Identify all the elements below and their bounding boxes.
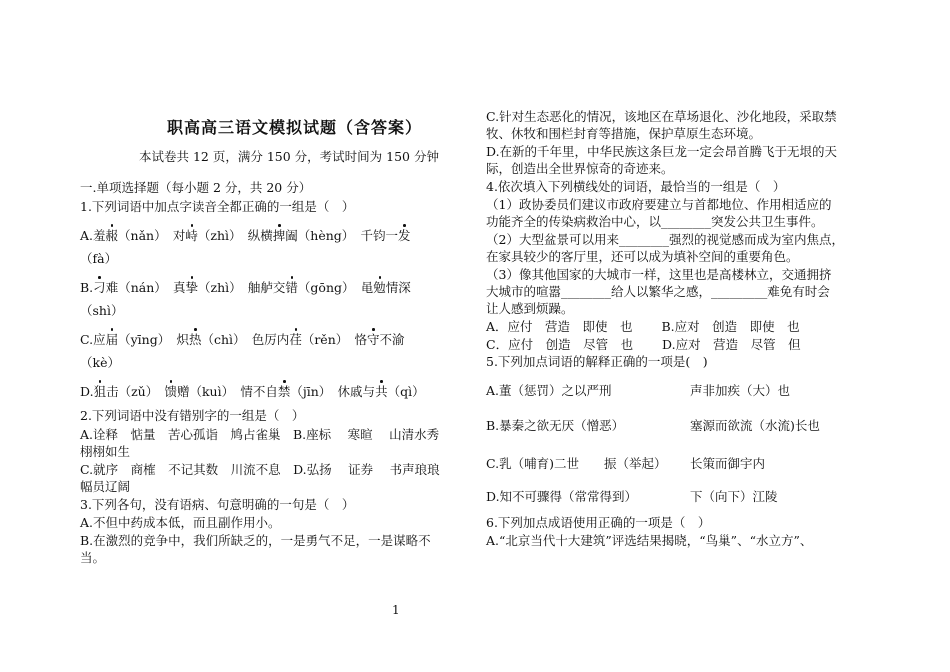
q2-options-cd-cont: 幅员辽阔: [80, 479, 131, 494]
q4-sentence-3-end: 让人感到烦躁。: [486, 301, 574, 316]
q4-options-ab: A．应付 营造 即使 也 B.应对 创造 即使 也: [486, 319, 800, 334]
q3-option-c-cont: 牧、休牧和围栏封育等措施，保护草原生态环境。: [486, 126, 762, 141]
q1-option-a-cont: （fà）: [80, 251, 118, 266]
q3-option-b-cont: 当。: [80, 550, 106, 565]
q5-option-c-left: C.乳（哺育)二世 振（举起）: [486, 456, 667, 471]
q5-option-d-right: 下（向下）江陵: [690, 489, 778, 504]
q3-stem: 3.下列各句，没有语病、句意明确的一句是（ ）: [80, 497, 355, 512]
q1-option-b-cont: （shì）: [80, 303, 124, 318]
q4-stem: 4.依次填入下列横线处的词语，最恰当的一组是（ ）: [486, 179, 786, 194]
q5-option-b-right: 塞源而欲流（水流)长也: [690, 418, 820, 433]
q5-option-a-right: 声非加疾（大）也: [690, 383, 791, 398]
q6-stem: 6.下列加点成语使用正确的一项是（ ）: [486, 515, 711, 530]
q1-option-d: D.狙击（zǔ） 馈赠（kuì） 情不自禁（jīn） 休戚与共（qì）: [80, 384, 425, 399]
q1-option-c: C.应届（yīng） 炽热（chì） 色厉内荏（rěn） 恪守不渝: [80, 332, 405, 347]
q1-option-b: B.刁难（nán） 真挚（zhì） 舳舻交错（gōng） 黾勉情深: [80, 280, 411, 295]
exam-info: 本试卷共 12 页，满分 150 分，考试时间为 150 分钟: [139, 149, 439, 164]
page-number: 1: [392, 603, 400, 617]
q4-sentence-3: （3）像其他国家的大城市一样，这里也是高楼林立，交通拥挤: [486, 267, 832, 282]
q4-sentence-2: （2）大型盆景可以用来________强烈的视觉感而成为室内焦点，: [486, 232, 844, 247]
q5-option-d-left: D.知不可骤得（常常得到）: [486, 489, 638, 504]
q5-option-c-right: 长策而御宇内: [690, 456, 766, 471]
q1-stem: 1.下列词语中加点字读音全都正确的一组是（ ）: [80, 199, 355, 214]
q2-options-ab: A.诠释 惦量 苦心孤诣 鸠占雀巢 B.座标 寒暄 山清水秀: [80, 427, 440, 442]
q3-option-a: A.不但中药成本低，而且副作用小。: [80, 515, 281, 530]
q4-sentence-1: （1）政协委员们建议市政府要建立与首都地位、作用相适应的: [486, 197, 832, 212]
q3-option-d-cont: 际，创造出全世界惊奇的奇迹来。: [486, 161, 674, 176]
q2-stem: 2.下列词语中没有错别字的一组是（ ）: [80, 408, 305, 423]
q3-option-b: B.在激烈的竞争中，我们所缺乏的，一是勇气不足，一是谋略不: [80, 533, 431, 548]
q5-stem: 5.下列加点词语的解释正确的一项是( ): [486, 354, 708, 369]
q3-option-d: D.在新的千年里，中华民族这条巨龙一定会昂首腾飞于无垠的天: [486, 144, 838, 159]
q6-option-a: A.“北京当代十大建筑”评选结果揭晓，“鸟巢”、“水立方”、: [486, 533, 813, 548]
q5-option-a-left: A.董（惩罚）之以严刑: [486, 383, 612, 398]
q3-option-c: C.针对生态恶化的情况，该地区在草场退化、沙化地段，采取禁: [486, 109, 837, 124]
q2-options-cd: C.就序 商榷 不记其数 川流不息 D.弘扬 证券 书声琅琅: [80, 462, 440, 477]
section-heading: 一.单项选择题（每小题 2 分，共 20 分）: [80, 180, 312, 195]
q4-sentence-2-cont: 在家具较少的客厅里，还可以成为填补空间的重要角色。: [486, 249, 799, 264]
q1-option-c-cont: （kè）: [80, 355, 120, 370]
q4-sentence-1-cont: 功能齐全的传染病救治中心，以________突发公共卫生事件。: [486, 214, 824, 229]
page-title: 职高高三语文模拟试题（含答案）: [167, 118, 423, 137]
q1-option-a: A.羞赧（nǎn） 对峙（zhì） 纵横捭阖（hèng） 千钧一发: [80, 228, 411, 243]
q4-sentence-3-cont: 大城市的喧嚣________给人以繁华之感，_________难免有时会: [486, 284, 830, 299]
q5-option-b-left: B.暴秦之欲无厌（憎恶）: [486, 418, 625, 433]
q2-options-ab-cont: 栩栩如生: [80, 444, 131, 459]
q4-options-cd: C．应付 创造 尽管 也 D.应对 营造 尽管 但: [486, 337, 801, 352]
